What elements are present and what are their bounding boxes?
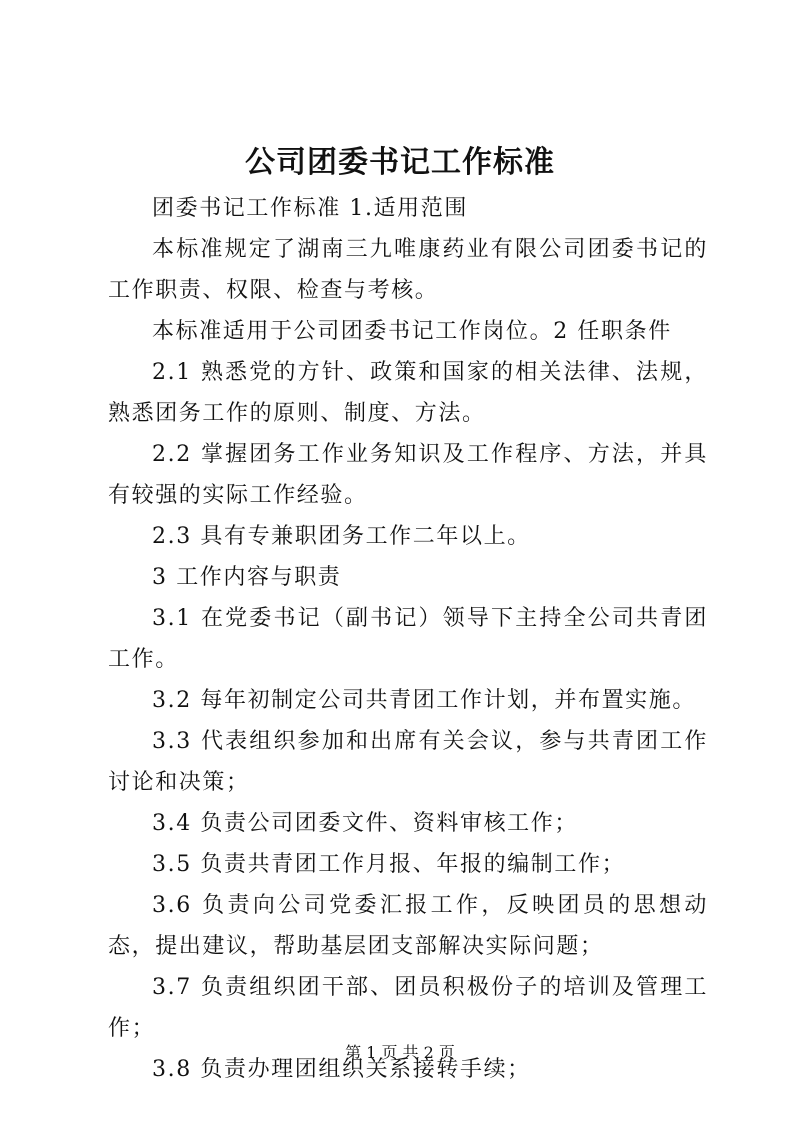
paragraph: 3.8 负责办理团组织关系接转手续； <box>152 1057 531 1082</box>
paragraph: 3.7 负责组织团干部、团员积极份子的培训及管理工作； <box>108 975 708 1041</box>
paragraph: 3.1 在党委书记（副书记）领导下主持全公司共青团工作。 <box>108 606 708 672</box>
paragraph: 3.5 负责共青团工作月报、年报的编制工作； <box>152 852 626 877</box>
paragraph: 3.6 负责向公司党委汇报工作，反映团员的思想动态，提出建议，帮助基层团支部解决实际问题； <box>108 893 708 959</box>
paragraph: 2.1 熟悉党的方针、政策和国家的相关法律、法规，熟悉团务工作的原则、制度、方法。 <box>108 360 708 426</box>
paragraph: 2.3 具有专兼职团务工作二年以上。 <box>152 524 531 549</box>
paragraph: 2.2 掌握团务工作业务知识及工作程序、方法，并具有较强的实际工作经验。 <box>108 442 708 508</box>
paragraph: 3.3 代表组织参加和出席有关会议，参与共青团工作讨论和决策； <box>108 729 708 795</box>
paragraph: 3.4 负责公司团委文件、资料审核工作； <box>152 811 578 836</box>
document-title: 公司团委书记工作标准 <box>245 145 555 180</box>
page-footer: 第 1 页 共 2 页 <box>345 1043 455 1062</box>
paragraph: 团委书记工作标准 1.适用范围 <box>152 196 468 221</box>
section-heading: 3 工作内容与职责 <box>152 565 342 590</box>
paragraph: 3.2 每年初制定公司共青团工作计划，并布置实施。 <box>152 688 696 713</box>
paragraph: 本标准规定了湖南三九唯康药业有限公司团委书记的工作职责、权限、检查与考核。 <box>108 237 708 303</box>
paragraph: 本标准适用于公司团委书记工作岗位。2 任职条件 <box>152 319 672 344</box>
document-body <box>108 188 708 1090</box>
